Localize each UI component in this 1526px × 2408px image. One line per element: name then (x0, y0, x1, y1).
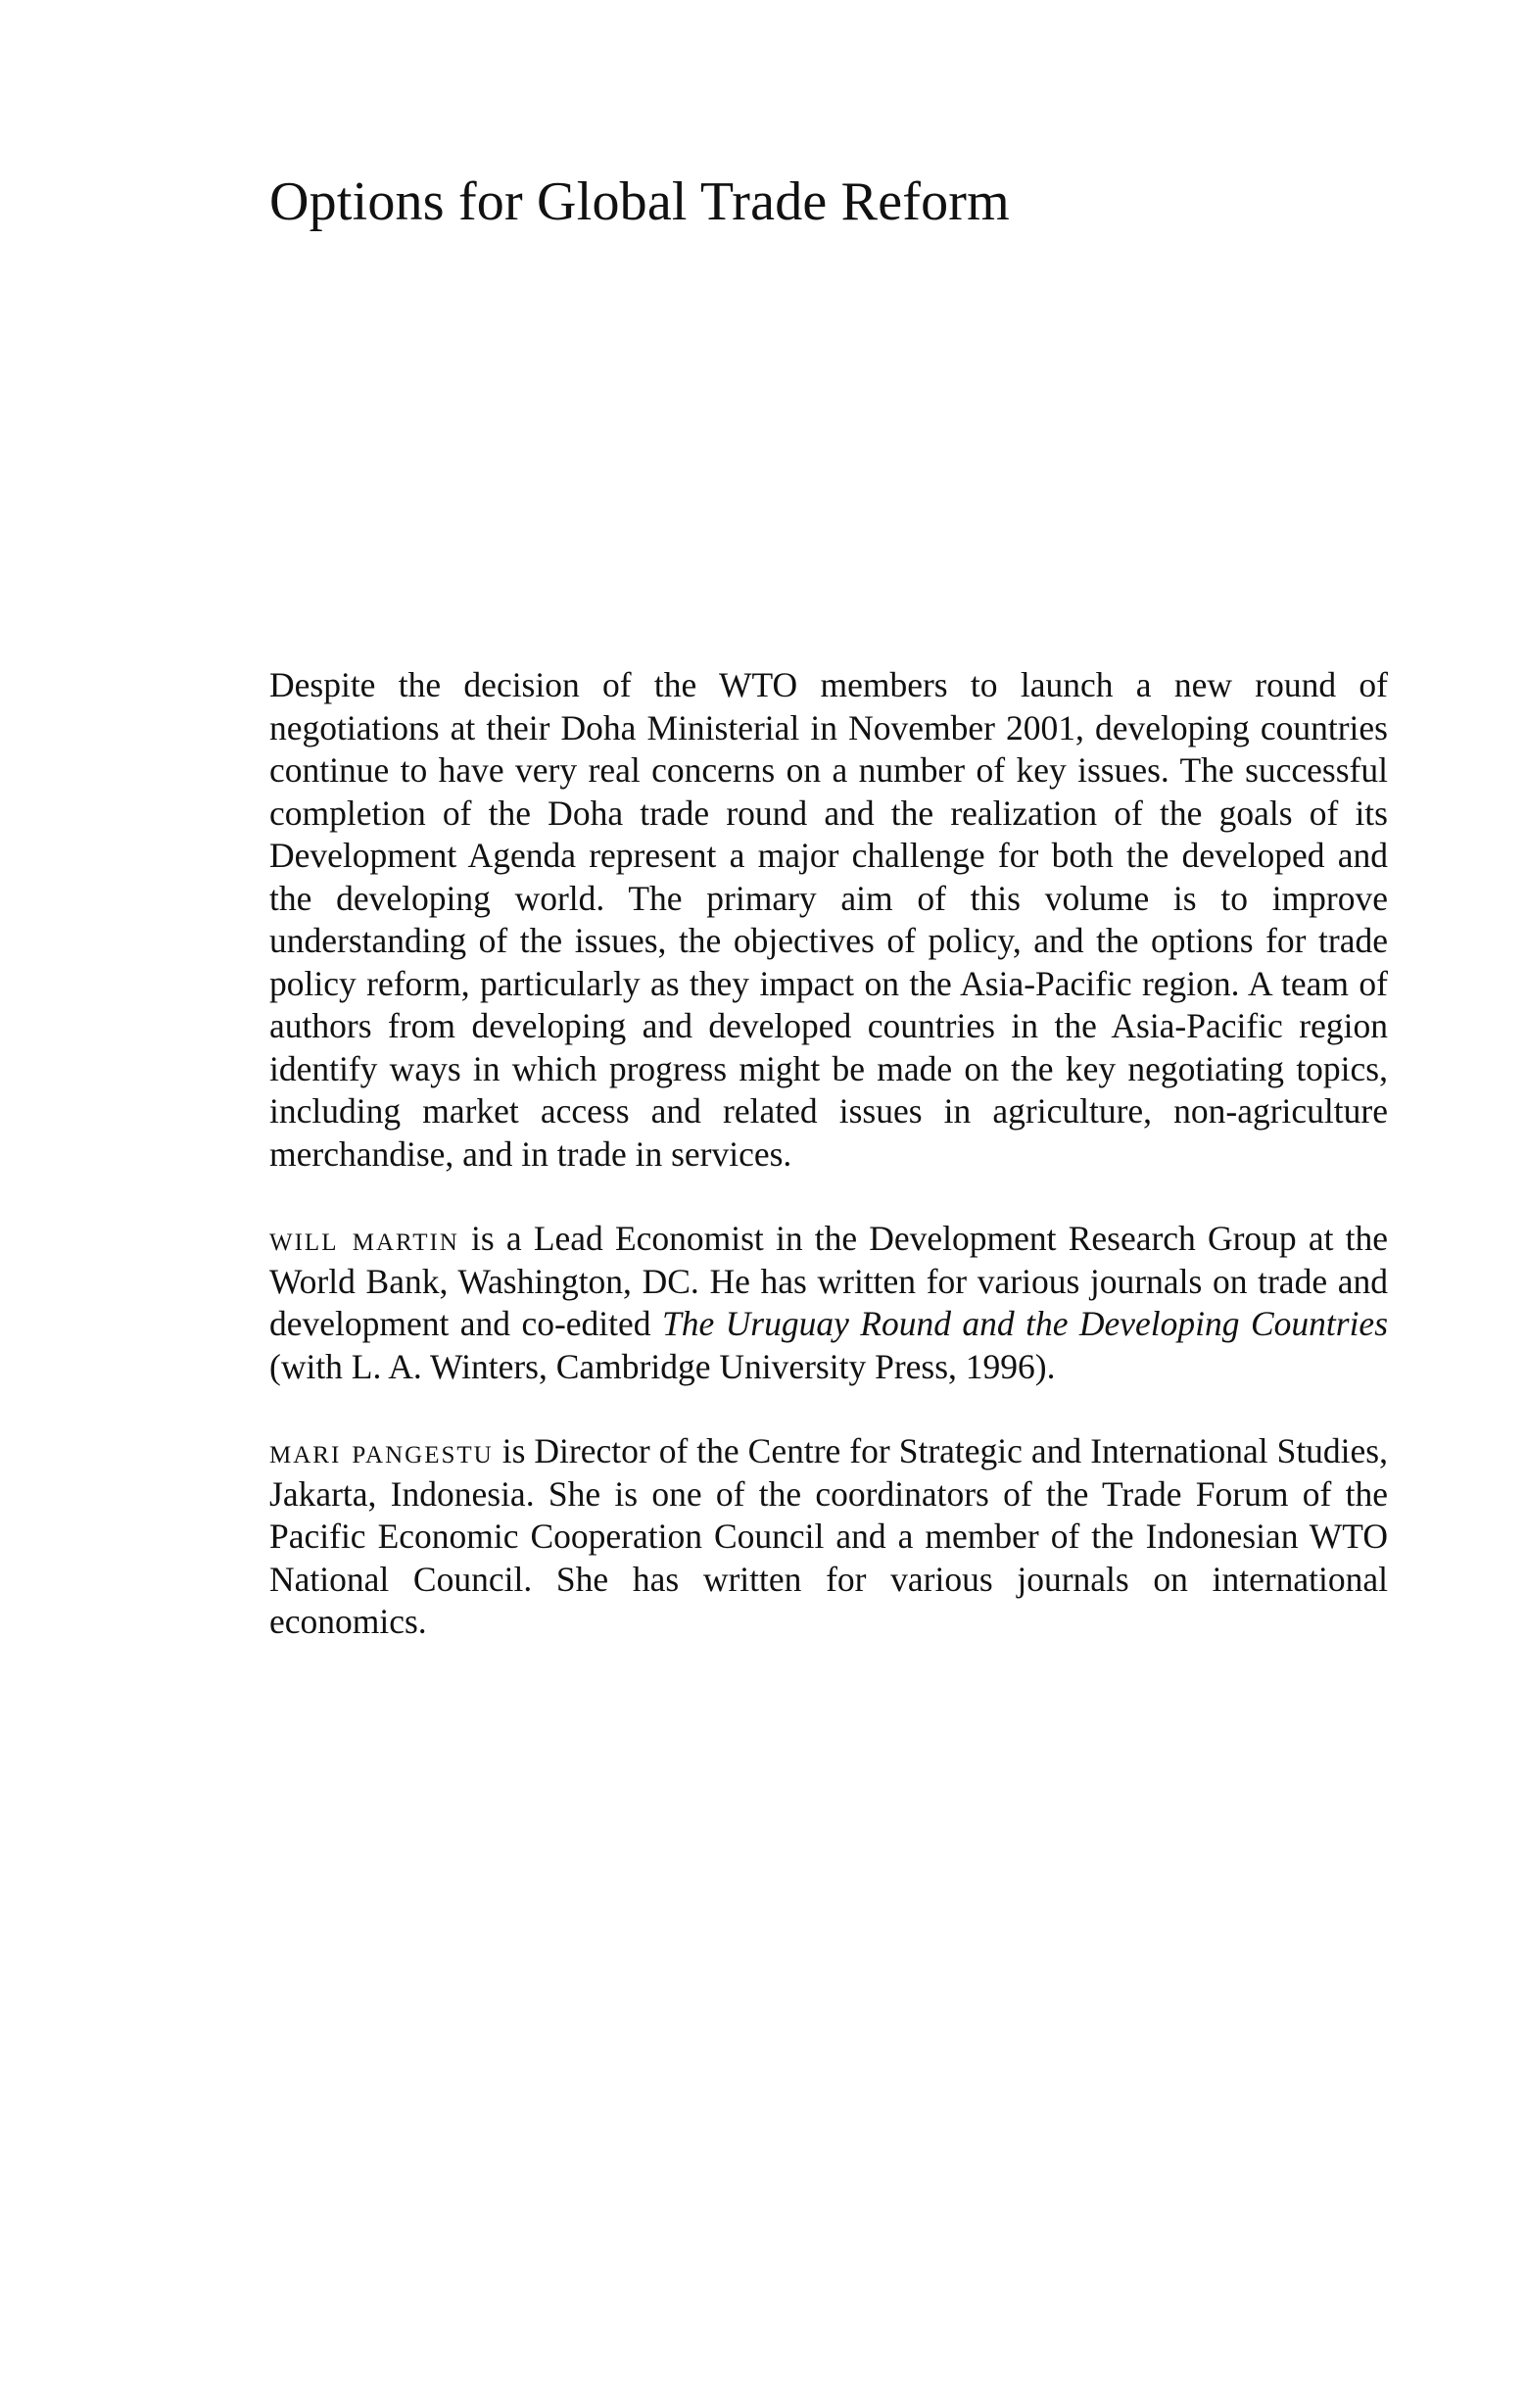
book-title: The Uruguay Round and the Developing Countries (661, 1304, 1389, 1343)
author-name: will martin (269, 1219, 459, 1258)
blurb-paragraph: Despite the decision of the WTO members to launch a new round of negotiations at their Doha Ministerial in November 2001, developing countries continue to have very real concerns on a number of key issues. The successful completion of the Doha trade round and the realization of the goals of its Development Agenda represent a major challenge for both the developed and the developing world. The primary aim of this volume is to improve understanding of the issues, the objectives of policy, and the options for trade policy reform, particularly as they impact on the Asia-Pacific region. A team of authors from developing and developed countries in the Asia-Pacific region identify ways in which progress might be made on the key negotiating topics, including market access and related issues in agriculture, non-agriculture merchandise, and in trade in services. (269, 665, 1388, 1174)
bio-text: (with L. A. Winters, Cambridge University Press, 1996). (269, 1346, 1056, 1386)
book-description (269, 664, 1388, 1686)
author-bio-will-martin (269, 1218, 1388, 1388)
page-title: Options for Global Trade Reform (269, 171, 1010, 232)
author-name: mari pangestu (269, 1431, 494, 1470)
bio-text: is Director of the Centre for Strategic and International Studies, Jakarta, Indonesia. She is one of the coordinators of the Trade Forum of the Pacific Economic Cooperation Council and a member of the Indonesian WTO National Council. She has written for various journals on international economics. (269, 1431, 1388, 1641)
author-bio-mari-pangestu (269, 1430, 1388, 1644)
bio-text: is a Lead Economist in the Development Research Group at the World Bank, Washington, DC. He has written for various journals on trade and development and co-edited (269, 1219, 1388, 1343)
